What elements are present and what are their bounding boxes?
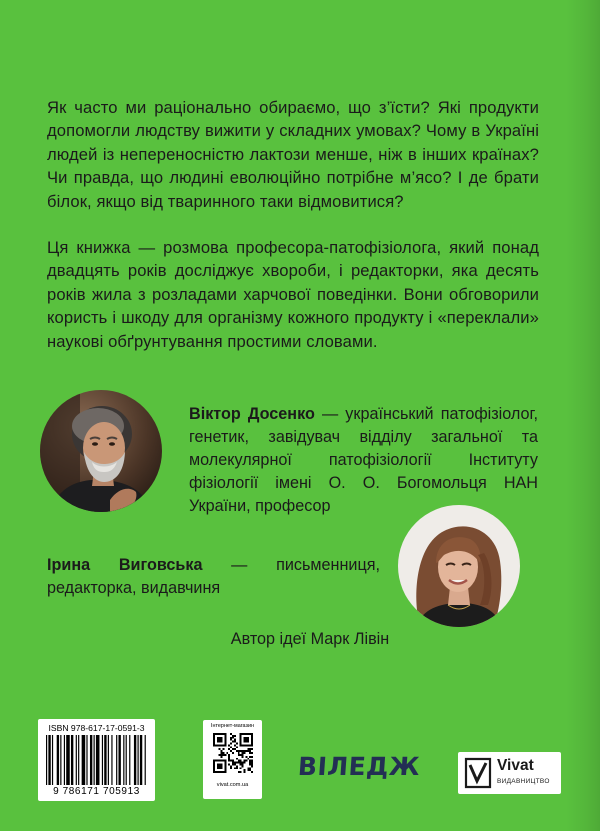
portrait-man-icon	[40, 390, 162, 512]
author-name-2: Ірина Виговська	[47, 556, 203, 574]
author-description-2: — письменниця, редакторка, видавчиня	[47, 556, 380, 597]
author-photo-vyhovska	[398, 505, 520, 627]
qr-block	[203, 720, 262, 799]
blurb-paragraph-2: Ця книжка — розмова професора-патофізіолога, який понад двадцять років досліджує хвороби, і редакторки, яка десять років жила з розладами харчової поведінки. Вони обговорили користь і шкоду для організму кожного продукту і «переклали» наукові обґрунтування простими словами.	[47, 238, 539, 351]
author-bio-2	[47, 554, 380, 600]
publisher-logo	[458, 752, 561, 794]
qr-top-label: Інтернет-магазин	[211, 723, 254, 729]
barcode	[38, 719, 155, 801]
vivat-mark-icon	[464, 757, 492, 789]
idea-credit: Автор ідеї Марк Лівін	[230, 630, 390, 648]
publisher-name: Vivat	[497, 757, 534, 774]
portrait-woman-icon	[398, 505, 520, 627]
barcode-bars	[46, 735, 147, 785]
isbn-label: ISBN 978-617-17-0591-3	[48, 723, 145, 733]
imprint-logo: ВІЛЕДЖ	[296, 752, 422, 781]
barcode-number: 9 786171 705913	[53, 786, 140, 797]
blurb-paragraph-1: Як часто ми раціонально обираємо, що з’їсти? Які продукти допомогли людству вижити у складних умовах? Чому в Україні людей із непереносністю лактози менше, ніж в інших країнах? Чи правда, що людині еволюційно потрібне м’ясо? І де брати білок, якщо від тваринного таки відмовитися?	[47, 98, 539, 211]
qr-bottom-label: vivat.com.ua	[216, 782, 249, 788]
author-bio-1	[189, 403, 538, 518]
qr-code-icon[interactable]	[213, 733, 253, 773]
spine-shadow	[566, 0, 600, 831]
author-name-1: Віктор Досенко	[189, 405, 315, 423]
author-photo-dosenko	[40, 390, 162, 512]
publisher-subtitle: ВИДАВНИЦТВО	[497, 778, 550, 785]
author-description-1: — український патофізіолог, генетик, завідувач відділу загальної та молекулярної патофізіології Інституту фізіології імені О. О. Богомольця НАН України, професор	[189, 405, 538, 515]
